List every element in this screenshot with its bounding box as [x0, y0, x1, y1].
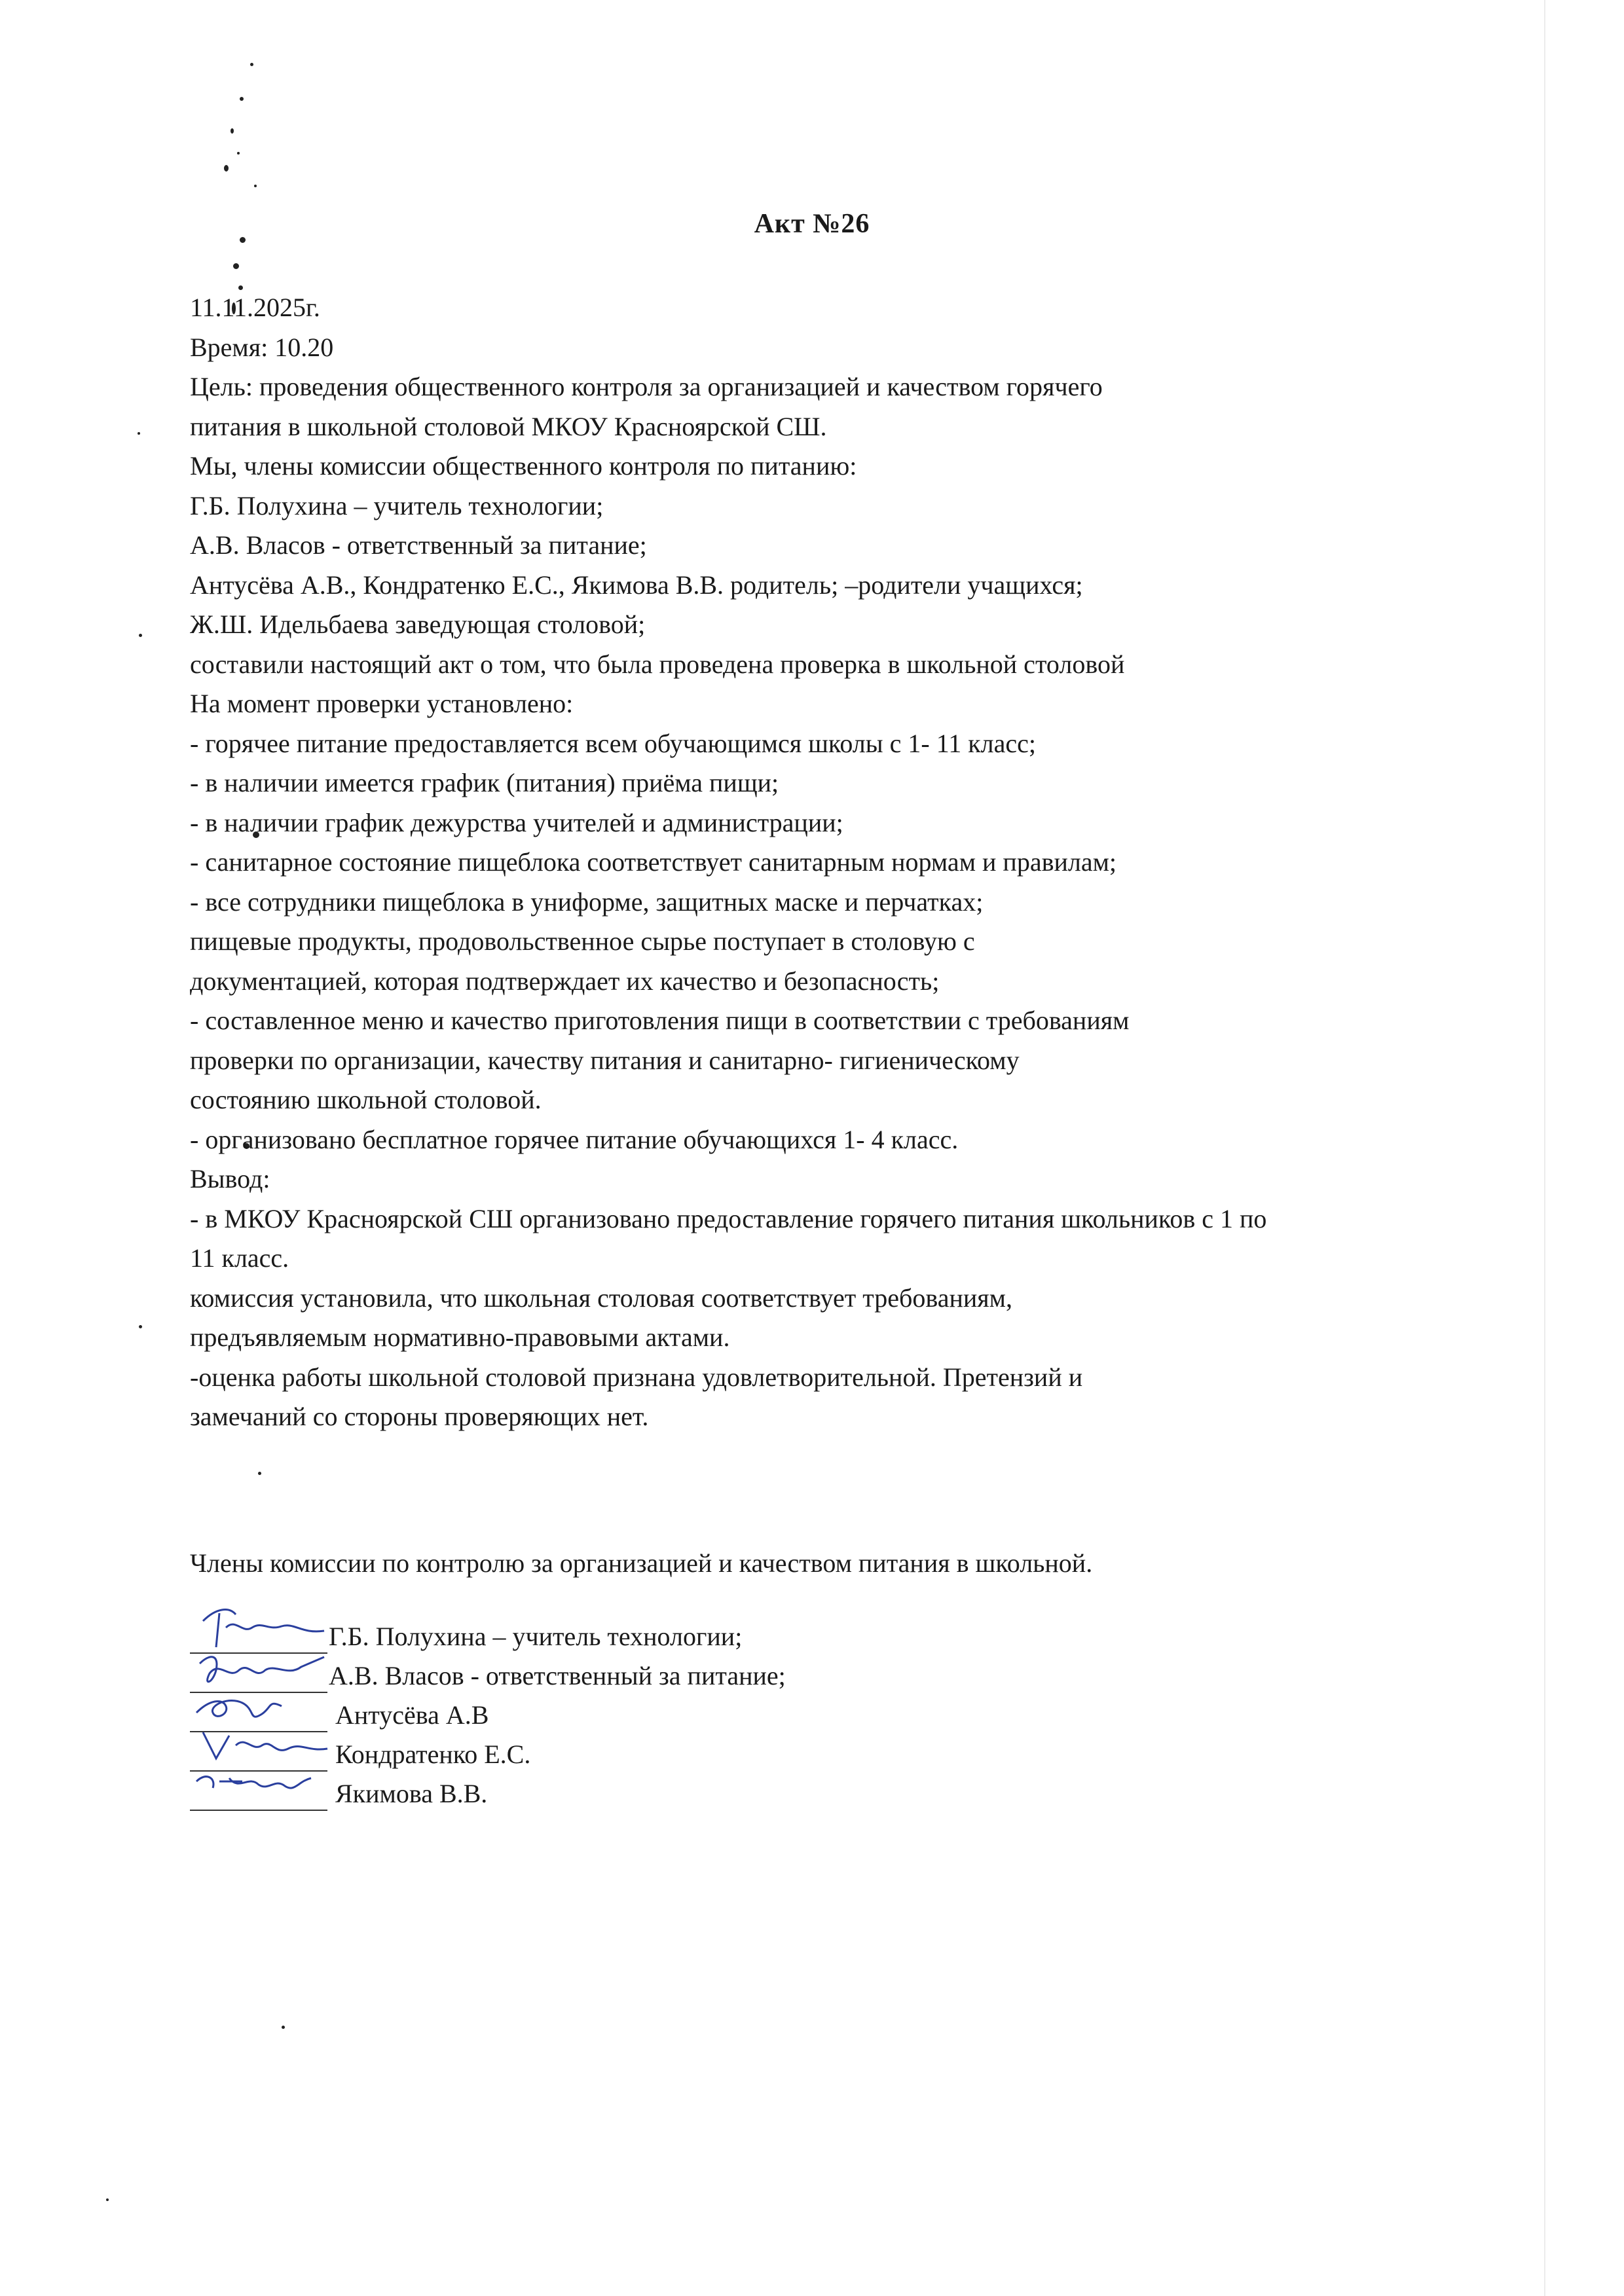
- scan-speck: [139, 634, 142, 637]
- document-title: Акт №26: [754, 209, 870, 239]
- body-line: проверки по организации, качеству питания и санитарно- гигиеническому: [190, 1045, 1020, 1075]
- scan-speck: [139, 1325, 142, 1328]
- handwritten-signature-icon: [190, 1752, 341, 1817]
- scan-speck: [138, 432, 140, 435]
- body-line: На момент проверки установлено:: [190, 689, 574, 718]
- members-heading: Члены комиссии по контролю за организацией и качеством питания в школьной.: [190, 1548, 1093, 1578]
- body-line: - составленное меню и качество приготовления пищи в соответствии с требованиям: [190, 1006, 1130, 1035]
- body-line: Г.Б. Полухина – учитель технологии;: [190, 490, 604, 520]
- body-line: А.В. Власов - ответственный за питание;: [190, 530, 647, 560]
- signature-name: Якимова В.В.: [335, 1779, 488, 1808]
- scan-speck: [250, 63, 253, 66]
- body-line: состоянию школьной столовой.: [190, 1085, 542, 1114]
- body-line: - в наличии имеется график (питания) приёма пищи;: [190, 768, 779, 797]
- scan-speck: [233, 263, 239, 269]
- scan-speck: [240, 97, 244, 101]
- signature-name: А.В. Власов - ответственный за питание;: [329, 1661, 786, 1690]
- body-line: - организовано бесплатное горячее питание обучающихся 1- 4 класс.: [190, 1124, 959, 1154]
- signature-row: [190, 1778, 1041, 1817]
- signature-name: Кондратенко Е.С.: [335, 1740, 531, 1769]
- body-line: предъявляемым нормативно-правовыми актами.: [190, 1322, 730, 1352]
- body-line: Мы, члены комиссии общественного контроля по питанию:: [190, 451, 857, 481]
- body-line: документацией, которая подтверждает их качество и безопасность;: [190, 966, 940, 996]
- body-line: Антусёва А.В., Кондратенко Е.С., Якимова В.В. родитель; –родители учащихся;: [190, 570, 1083, 600]
- document-body: [190, 288, 1500, 1437]
- conclusion-heading: Вывод:: [190, 1164, 270, 1194]
- body-line: - санитарное состояние пищеблока соответствует санитарным нормам и правилам;: [190, 847, 1116, 877]
- body-line: пищевые продукты, продовольственное сырье поступает в столовую с: [190, 926, 975, 956]
- scan-speck: [258, 1472, 261, 1475]
- body-line: -оценка работы школьной столовой признана удовлетворительной. Претензий и: [190, 1362, 1083, 1392]
- scan-speck: [237, 152, 240, 155]
- scan-edge-line: [1544, 0, 1545, 2296]
- scan-speck: [106, 2198, 109, 2201]
- scan-speck: [254, 185, 257, 187]
- body-line: замечаний со стороны проверяющих нет.: [190, 1402, 649, 1431]
- signature-name: Г.Б. Полухина – учитель технологии;: [329, 1622, 743, 1651]
- date-line: 11.11.2025г.: [190, 293, 320, 322]
- body-line: питания в школьной столовой МКОУ Красноярской СШ.: [190, 411, 827, 441]
- body-line: составили настоящий акт о том, что была проведена проверка в школьной столовой: [190, 649, 1125, 679]
- scan-speck: [231, 128, 234, 134]
- signature-block: [190, 1621, 1041, 1817]
- body-line: - горячее питание предоставляется всем обучающимся школы с 1- 11 класс;: [190, 728, 1036, 758]
- body-line: комиссия установила, что школьная столовая соответствует требованиям,: [190, 1283, 1012, 1313]
- time-line: Время: 10.20: [190, 332, 334, 362]
- scan-speck: [282, 2026, 285, 2029]
- body-line: - в МКОУ Красноярской СШ организовано предоставление горячего питания школьников с 1 по: [190, 1203, 1267, 1233]
- body-line: 11 класс.: [190, 1243, 289, 1273]
- body-line: - все сотрудники пищеблока в униформе, защитных маске и перчатках;: [190, 886, 984, 917]
- body-line: Ж.Ш. Идельбаева заведующая столовой;: [190, 610, 646, 639]
- signature-name: Антусёва А.В: [335, 1700, 489, 1730]
- body-line: - в наличии график дежурства учителей и администрации;: [190, 807, 843, 837]
- body-line: Цель: проведения общественного контроля за организацией и качеством горячего: [190, 372, 1103, 401]
- scan-speck: [224, 165, 229, 172]
